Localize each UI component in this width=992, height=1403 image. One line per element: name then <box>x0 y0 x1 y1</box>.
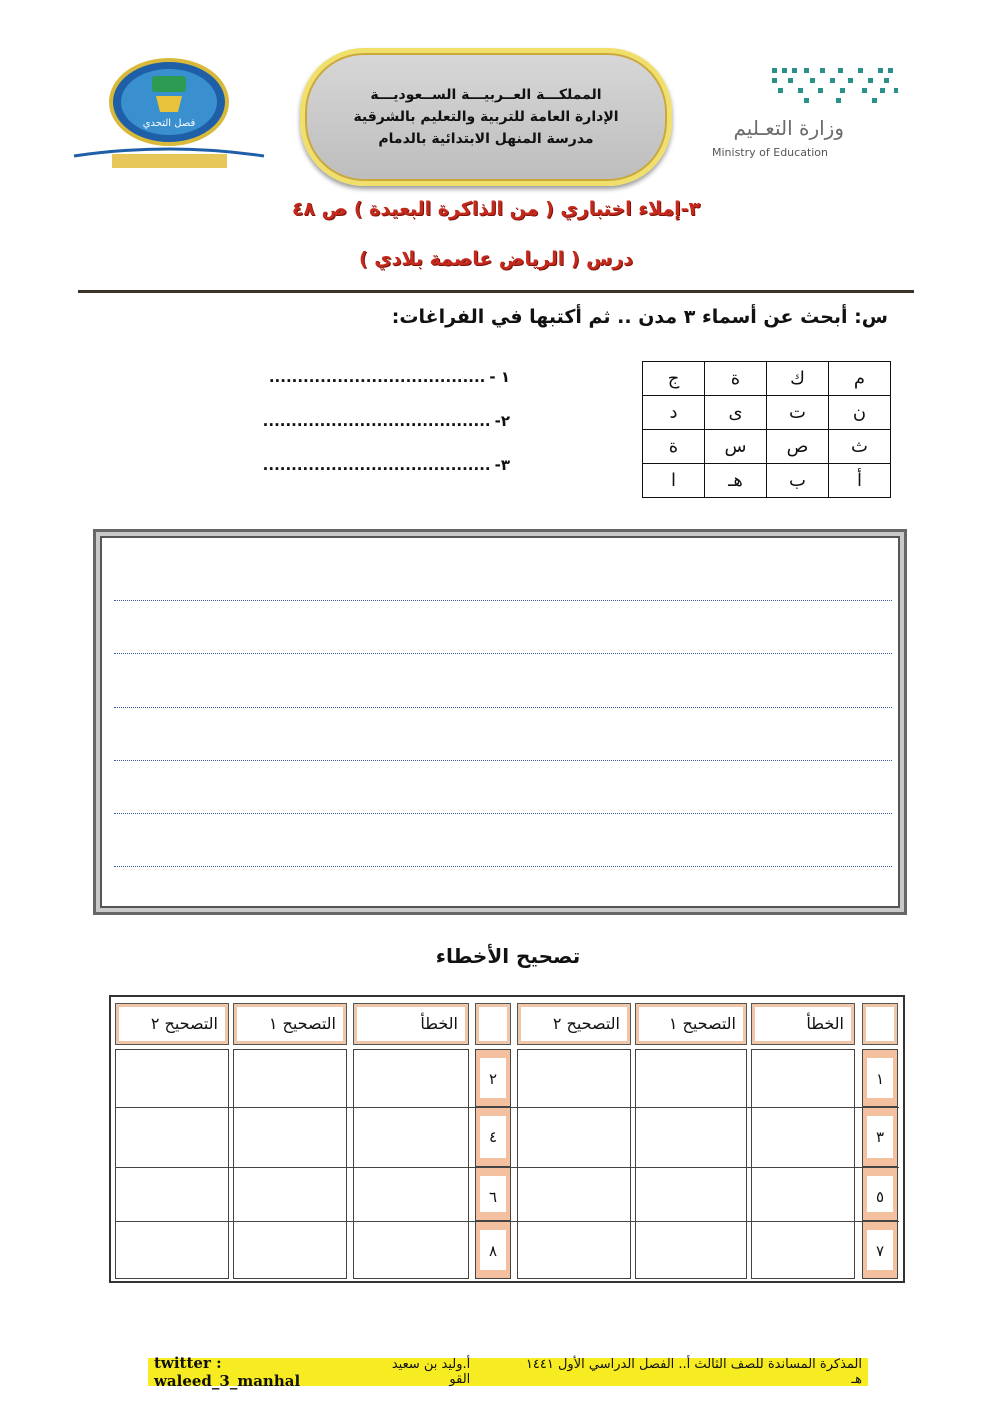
ministry-name-ar: وزارة التعـليم <box>733 116 844 140</box>
ministry-name-en: Ministry of Education <box>712 146 829 159</box>
svg-text:فصل التحدي: فصل التحدي <box>142 118 196 129</box>
header-correction1-right <box>635 1003 747 1045</box>
row-number: ٤ <box>480 1116 506 1158</box>
header-label: الخطأ <box>420 1014 458 1033</box>
grid-cell: س <box>705 430 767 464</box>
answer-line-3[interactable] <box>200 456 510 474</box>
grid-cell: هـ <box>705 464 767 498</box>
grid-cell: ن <box>829 396 891 430</box>
row-number: ١ <box>867 1058 893 1098</box>
row-number-cell <box>862 1221 898 1279</box>
row-number-cell <box>862 1167 898 1221</box>
row-number: ٦ <box>480 1176 506 1212</box>
directorate-text: الإدارة العامة للتربية والتعليم بالشرقية <box>353 109 619 125</box>
row-number: ٥ <box>867 1176 893 1212</box>
writing-line <box>114 760 892 761</box>
grid-cell: أ <box>829 464 891 498</box>
grid-cell: ك <box>767 362 829 396</box>
header-label: التصحيح ١ <box>268 1014 336 1033</box>
row-number: ٧ <box>867 1230 893 1270</box>
writing-line <box>114 653 892 654</box>
header-error-right <box>751 1003 855 1045</box>
row-number-cell <box>475 1167 511 1221</box>
footer-note: المذكرة المساندة للصف الثالث أ.. الفصل الدراسي الأول ١٤٤١ هـ <box>525 1357 862 1387</box>
row-number: ٨ <box>480 1230 506 1270</box>
grid-cell: د <box>643 396 705 430</box>
question-text: س: أبحث عن أسماء ٣ مدن .. ثم أكتبها في الفراغات: <box>391 306 888 328</box>
answer-number: ٣- <box>494 456 510 474</box>
header-label: الخطأ <box>806 1014 844 1033</box>
header-number-left <box>475 1003 511 1045</box>
writing-line <box>114 707 892 708</box>
letter-grid <box>642 361 891 498</box>
answer-line-2[interactable] <box>200 412 510 430</box>
answer-number: ١ - <box>489 368 510 386</box>
footer-bar <box>148 1354 868 1390</box>
row-number-cell <box>475 1221 511 1279</box>
grid-row <box>643 396 891 430</box>
correction2-column-left[interactable] <box>115 1049 229 1279</box>
footer-twitter: twitter : waleed_3_manhal <box>154 1354 301 1390</box>
answer-dots: ........................................ <box>262 456 491 474</box>
row-number: ٣ <box>867 1116 893 1158</box>
row-number-cell <box>475 1107 511 1167</box>
title-divider <box>78 290 914 293</box>
ministry-dots-icon <box>708 66 898 114</box>
answer-dots: ........................................ <box>262 412 491 430</box>
grid-row <box>643 430 891 464</box>
row-number-cell <box>475 1049 511 1107</box>
header-correction2-right <box>517 1003 631 1045</box>
footer-author: أ.وليد بن سعيد القو <box>391 1357 471 1387</box>
kingdom-text: المملكـــة العــربيـــة الســعوديـــة <box>370 87 602 103</box>
footer-info <box>369 1357 862 1387</box>
header-correction2-left <box>115 1003 229 1045</box>
header-label: التصحيح ١ <box>668 1014 736 1033</box>
lesson-title: ٣-إملاء اختباري ( من الذاكرة البعيدة ) ص ٤٨ <box>291 198 701 220</box>
grid-cell: ج <box>643 362 705 396</box>
correction2-column-right[interactable] <box>517 1049 631 1279</box>
corrections-title: تصحيح الأخطاء <box>435 944 581 968</box>
grid-cell: ث <box>829 430 891 464</box>
header-banner <box>300 48 672 186</box>
grid-cell: ى <box>705 396 767 430</box>
header-error-left <box>353 1003 469 1045</box>
header-correction1-left <box>233 1003 347 1045</box>
grid-cell: ت <box>767 396 829 430</box>
school-logo <box>72 54 267 174</box>
row-number-cell <box>862 1049 898 1107</box>
row-number-cell <box>862 1107 898 1167</box>
answer-number: ٢- <box>494 412 510 430</box>
answer-line-1[interactable] <box>200 368 510 386</box>
error-column-left[interactable] <box>353 1049 469 1279</box>
answer-dots: ...................................... <box>268 368 486 386</box>
writing-box[interactable] <box>93 529 907 915</box>
ministry-logo <box>708 66 898 166</box>
grid-cell: ص <box>767 430 829 464</box>
grid-cell: ة <box>643 430 705 464</box>
grid-cell: ب <box>767 464 829 498</box>
school-name: مدرسة المنهل الابتدائية بالدمام <box>378 131 594 147</box>
writing-line <box>114 600 892 601</box>
grid-cell: ة <box>705 362 767 396</box>
grid-cell: م <box>829 362 891 396</box>
lesson-subtitle: درس ( الرياض عاصمة بلادي ) <box>358 248 634 270</box>
grid-row <box>643 464 891 498</box>
header-label: التصحيح ٢ <box>150 1014 218 1033</box>
writing-line <box>114 866 892 867</box>
grid-row <box>643 362 891 396</box>
writing-line <box>114 813 892 814</box>
error-column-right[interactable] <box>751 1049 855 1279</box>
grid-cell: ا <box>643 464 705 498</box>
correction1-column-right[interactable] <box>635 1049 747 1279</box>
correction1-column-left[interactable] <box>233 1049 347 1279</box>
header-number-right <box>862 1003 898 1045</box>
header-label: التصحيح ٢ <box>552 1014 620 1033</box>
row-number: ٢ <box>480 1058 506 1098</box>
corrections-table <box>109 995 905 1283</box>
